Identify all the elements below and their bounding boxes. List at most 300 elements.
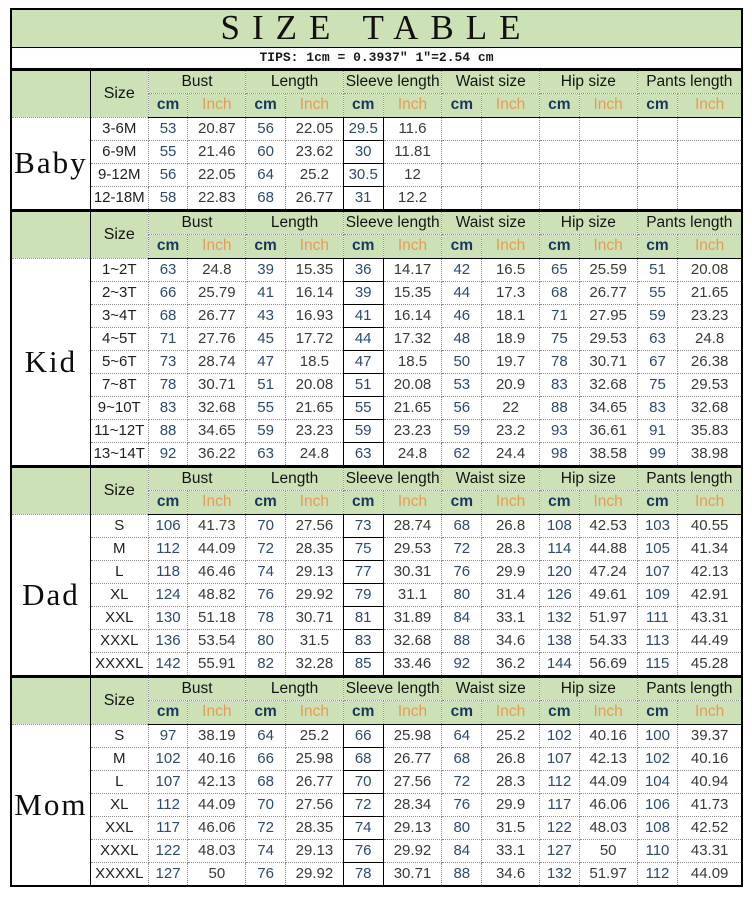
unit-inch-header: Inch (188, 235, 246, 259)
inch-value-cell: 48.82 (188, 584, 246, 607)
cm-value-cell: 124 (148, 584, 188, 607)
inch-value-cell: 44.09 (188, 794, 246, 817)
inch-value-cell: 43.31 (678, 840, 742, 863)
column-group-header: Hip size (540, 70, 638, 94)
unit-cm-header: cm (540, 235, 580, 259)
inch-value-cell: 18.5 (383, 351, 442, 374)
cm-value-cell: 59 (637, 305, 678, 328)
cm-value-cell: 71 (148, 328, 188, 351)
cm-value-cell: 92 (148, 443, 188, 467)
unit-inch-header: Inch (482, 94, 540, 118)
unit-inch-header: Inch (482, 491, 540, 515)
unit-cm-header: cm (540, 94, 580, 118)
inch-value-cell: 16.14 (383, 305, 442, 328)
inch-value-cell: 22.05 (188, 164, 246, 187)
cm-value-cell: 130 (148, 607, 188, 630)
cm-value-cell: 66 (343, 725, 383, 748)
size-cell: S (90, 515, 148, 538)
inch-value-cell: 36.61 (579, 420, 637, 443)
cm-value-cell: 81 (343, 607, 383, 630)
section-header-corner (11, 467, 90, 515)
unit-inch-header: Inch (383, 235, 442, 259)
unit-cm-header: cm (343, 701, 383, 725)
column-group-header: Bust (148, 467, 246, 491)
cm-value-cell: 68 (343, 748, 383, 771)
cm-value-cell: 122 (148, 840, 188, 863)
inch-value-cell: 31.4 (482, 584, 540, 607)
tips-text: TIPS: 1cm = 0.3937″ 1″=2.54 cm (11, 48, 742, 70)
unit-cm-header: cm (637, 491, 678, 515)
cm-value-cell: 80 (442, 817, 482, 840)
inch-value-cell: 42.13 (678, 561, 742, 584)
cm-value-cell: 126 (540, 584, 580, 607)
table-row (11, 351, 742, 374)
inch-value-cell: 15.35 (383, 282, 442, 305)
cm-value-cell: 100 (637, 725, 678, 748)
cm-value-cell: 127 (148, 863, 188, 887)
cm-value-cell: 78 (148, 374, 188, 397)
cm-value-cell: 70 (343, 771, 383, 794)
inch-value-cell (678, 141, 742, 164)
cm-value-cell: 39 (343, 282, 383, 305)
inch-value-cell: 20.08 (678, 259, 742, 282)
inch-value-cell: 31.5 (482, 817, 540, 840)
inch-value-cell: 50 (579, 840, 637, 863)
inch-value-cell: 54.33 (579, 630, 637, 653)
column-group-header: Bust (148, 70, 246, 94)
inch-value-cell: 26.77 (383, 748, 442, 771)
inch-value-cell: 38.98 (678, 443, 742, 467)
size-cell: M (90, 748, 148, 771)
inch-value-cell: 28.3 (482, 538, 540, 561)
inch-value-cell: 22 (482, 397, 540, 420)
cm-value-cell: 44 (442, 282, 482, 305)
inch-value-cell: 46.06 (188, 817, 246, 840)
unit-cm-header: cm (442, 94, 482, 118)
cm-value-cell: 76 (343, 840, 383, 863)
cm-value-cell: 83 (540, 374, 580, 397)
cm-value-cell: 84 (442, 607, 482, 630)
inch-value-cell: 50 (188, 863, 246, 887)
cm-value-cell: 117 (148, 817, 188, 840)
unit-inch-header: Inch (188, 491, 246, 515)
cm-value-cell: 83 (343, 630, 383, 653)
cm-value-cell: 55 (246, 397, 286, 420)
cm-value-cell: 142 (148, 653, 188, 677)
inch-value-cell: 26.77 (285, 187, 343, 211)
inch-value-cell: 42.91 (678, 584, 742, 607)
column-group-header: Bust (148, 677, 246, 701)
size-cell: 9~10T (90, 397, 148, 420)
cm-value-cell: 68 (148, 305, 188, 328)
column-group-header: Length (246, 467, 344, 491)
inch-value-cell: 25.2 (285, 164, 343, 187)
cm-value-cell (442, 118, 482, 141)
cm-value-cell: 68 (246, 187, 286, 211)
cm-value-cell: 56 (246, 118, 286, 141)
unit-inch-header: Inch (678, 491, 742, 515)
size-table (10, 8, 743, 887)
unit-cm-header: cm (246, 491, 286, 515)
inch-value-cell: 24.8 (678, 328, 742, 351)
inch-value-cell: 26.77 (285, 771, 343, 794)
inch-value-cell: 35.83 (678, 420, 742, 443)
inch-value-cell: 33.46 (383, 653, 442, 677)
table-row (11, 420, 742, 443)
cm-value-cell: 115 (637, 653, 678, 677)
inch-value-cell: 18.9 (482, 328, 540, 351)
cm-value-cell (637, 118, 678, 141)
size-cell: XXL (90, 607, 148, 630)
cm-value-cell: 82 (246, 653, 286, 677)
cm-value-cell: 72 (442, 538, 482, 561)
inch-value-cell: 27.56 (383, 771, 442, 794)
unit-cm-header: cm (246, 94, 286, 118)
cm-value-cell: 71 (540, 305, 580, 328)
inch-value-cell: 29.53 (579, 328, 637, 351)
cm-value-cell: 88 (540, 397, 580, 420)
inch-value-cell: 46.06 (579, 794, 637, 817)
cm-value-cell: 97 (148, 725, 188, 748)
unit-cm-header: cm (442, 235, 482, 259)
table-row (11, 840, 742, 863)
inch-value-cell: 24.8 (285, 443, 343, 467)
cm-value-cell: 80 (246, 630, 286, 653)
inch-value-cell: 21.65 (285, 397, 343, 420)
inch-value-cell (579, 118, 637, 141)
table-row (11, 259, 742, 282)
size-cell: 1~2T (90, 259, 148, 282)
inch-value-cell: 29.92 (285, 584, 343, 607)
table-row (11, 397, 742, 420)
inch-value-cell: 36.2 (482, 653, 540, 677)
inch-value-cell: 44.09 (188, 538, 246, 561)
cm-value-cell (442, 141, 482, 164)
cm-value-cell: 63 (148, 259, 188, 282)
inch-value-cell: 48.03 (188, 840, 246, 863)
inch-value-cell: 22.05 (285, 118, 343, 141)
inch-value-cell: 29.92 (383, 840, 442, 863)
cm-value-cell: 76 (442, 561, 482, 584)
column-group-header: Hip size (540, 467, 638, 491)
size-cell: S (90, 725, 148, 748)
unit-inch-header: Inch (482, 701, 540, 725)
cm-value-cell: 103 (637, 515, 678, 538)
inch-value-cell: 16.5 (482, 259, 540, 282)
unit-inch-header: Inch (383, 491, 442, 515)
inch-value-cell: 51.97 (579, 863, 637, 887)
inch-value-cell: 15.35 (285, 259, 343, 282)
cm-value-cell: 66 (148, 282, 188, 305)
column-group-header: Length (246, 211, 344, 235)
inch-value-cell: 17.72 (285, 328, 343, 351)
inch-value-cell: 27.76 (188, 328, 246, 351)
unit-inch-header: Inch (579, 94, 637, 118)
inch-value-cell: 17.3 (482, 282, 540, 305)
cm-value-cell: 106 (637, 794, 678, 817)
cm-value-cell: 59 (343, 420, 383, 443)
inch-value-cell: 28.74 (383, 515, 442, 538)
inch-value-cell: 51.97 (579, 607, 637, 630)
unit-inch-header: Inch (579, 491, 637, 515)
cm-value-cell: 74 (343, 817, 383, 840)
unit-inch-header: Inch (188, 94, 246, 118)
cm-value-cell: 51 (343, 374, 383, 397)
size-cell: XXL (90, 817, 148, 840)
cm-value-cell: 53 (442, 374, 482, 397)
cm-value-cell: 30 (343, 141, 383, 164)
cm-value-cell: 92 (442, 653, 482, 677)
inch-value-cell: 20.9 (482, 374, 540, 397)
cm-value-cell: 108 (637, 817, 678, 840)
cm-value-cell (442, 164, 482, 187)
inch-value-cell: 28.35 (285, 817, 343, 840)
cm-value-cell: 78 (246, 607, 286, 630)
cm-value-cell: 75 (637, 374, 678, 397)
unit-cm-header: cm (148, 235, 188, 259)
cm-value-cell: 83 (637, 397, 678, 420)
column-group-header: Pants length (637, 677, 742, 701)
size-column-header: Size (90, 467, 148, 515)
size-cell: L (90, 561, 148, 584)
inch-value-cell (579, 187, 637, 211)
size-cell: 7~8T (90, 374, 148, 397)
unit-inch-header: Inch (285, 235, 343, 259)
cm-value-cell: 127 (540, 840, 580, 863)
size-cell: M (90, 538, 148, 561)
cm-value-cell (442, 187, 482, 211)
inch-value-cell: 11.6 (383, 118, 442, 141)
cm-value-cell: 132 (540, 607, 580, 630)
inch-value-cell (678, 187, 742, 211)
inch-value-cell: 16.14 (285, 282, 343, 305)
inch-value-cell: 32.68 (188, 397, 246, 420)
cm-value-cell: 84 (442, 840, 482, 863)
cm-value-cell (540, 118, 580, 141)
cm-value-cell: 63 (343, 443, 383, 467)
column-group-header: Sleeve length (343, 70, 442, 94)
cm-value-cell: 102 (540, 725, 580, 748)
table-row (11, 771, 742, 794)
size-table-body (11, 9, 742, 886)
cm-value-cell: 75 (540, 328, 580, 351)
inch-value-cell: 40.94 (678, 771, 742, 794)
inch-value-cell: 25.98 (383, 725, 442, 748)
cm-value-cell: 64 (246, 725, 286, 748)
unit-cm-header: cm (148, 491, 188, 515)
cm-value-cell: 102 (637, 748, 678, 771)
inch-value-cell (579, 164, 637, 187)
size-cell: 4~5T (90, 328, 148, 351)
inch-value-cell: 29.92 (285, 863, 343, 887)
column-group-header: Waist size (442, 467, 540, 491)
size-cell: XXXL (90, 630, 148, 653)
unit-inch-header: Inch (285, 491, 343, 515)
size-cell: 11~12T (90, 420, 148, 443)
cm-value-cell: 138 (540, 630, 580, 653)
inch-value-cell (482, 187, 540, 211)
cm-value-cell: 112 (148, 538, 188, 561)
unit-inch-header: Inch (678, 94, 742, 118)
inch-value-cell: 17.32 (383, 328, 442, 351)
inch-value-cell: 49.61 (579, 584, 637, 607)
inch-value-cell: 18.1 (482, 305, 540, 328)
cm-value-cell: 85 (343, 653, 383, 677)
cm-value-cell: 59 (246, 420, 286, 443)
size-column-header: Size (90, 70, 148, 118)
cm-value-cell: 56 (442, 397, 482, 420)
cm-value-cell: 31 (343, 187, 383, 211)
unit-inch-header: Inch (383, 94, 442, 118)
unit-cm-header: cm (637, 235, 678, 259)
unit-inch-header: Inch (678, 701, 742, 725)
inch-value-cell: 32.68 (579, 374, 637, 397)
unit-inch-header: Inch (579, 235, 637, 259)
cm-value-cell: 111 (637, 607, 678, 630)
unit-inch-header: Inch (482, 235, 540, 259)
inch-value-cell: 20.08 (383, 374, 442, 397)
inch-value-cell: 26.8 (482, 748, 540, 771)
inch-value-cell: 28.34 (383, 794, 442, 817)
inch-value-cell: 30.71 (579, 351, 637, 374)
section-label: Dad (11, 515, 90, 677)
cm-value-cell: 51 (246, 374, 286, 397)
cm-value-cell: 102 (148, 748, 188, 771)
table-row (11, 305, 742, 328)
table-row (11, 725, 742, 748)
column-group-header: Pants length (637, 70, 742, 94)
inch-value-cell: 25.79 (188, 282, 246, 305)
cm-value-cell: 88 (148, 420, 188, 443)
inch-value-cell: 25.98 (285, 748, 343, 771)
inch-value-cell: 27.95 (579, 305, 637, 328)
size-column-header: Size (90, 211, 148, 259)
cm-value-cell: 63 (637, 328, 678, 351)
cm-value-cell: 66 (246, 748, 286, 771)
inch-value-cell: 32.68 (383, 630, 442, 653)
unit-cm-header: cm (148, 94, 188, 118)
inch-value-cell: 21.46 (188, 141, 246, 164)
inch-value-cell: 29.9 (482, 561, 540, 584)
cm-value-cell: 41 (343, 305, 383, 328)
inch-value-cell: 34.65 (579, 397, 637, 420)
cm-value-cell: 93 (540, 420, 580, 443)
column-group-header: Pants length (637, 467, 742, 491)
cm-value-cell: 88 (442, 630, 482, 653)
size-cell: XXXXL (90, 653, 148, 677)
unit-inch-header: Inch (678, 235, 742, 259)
cm-value-cell: 30.5 (343, 164, 383, 187)
cm-value-cell: 29.5 (343, 118, 383, 141)
cm-value-cell: 46 (442, 305, 482, 328)
table-row (11, 653, 742, 677)
inch-value-cell: 29.53 (383, 538, 442, 561)
cm-value-cell: 107 (637, 561, 678, 584)
inch-value-cell: 11.81 (383, 141, 442, 164)
cm-value-cell: 88 (442, 863, 482, 887)
cm-value-cell: 45 (246, 328, 286, 351)
inch-value-cell: 41.34 (678, 538, 742, 561)
size-cell: XL (90, 584, 148, 607)
inch-value-cell: 23.62 (285, 141, 343, 164)
cm-value-cell: 99 (637, 443, 678, 467)
cm-value-cell: 64 (442, 725, 482, 748)
inch-value-cell: 31.5 (285, 630, 343, 653)
unit-cm-header: cm (343, 235, 383, 259)
cm-value-cell: 51 (637, 259, 678, 282)
cm-value-cell (637, 187, 678, 211)
column-group-header: Waist size (442, 211, 540, 235)
inch-value-cell: 14.17 (383, 259, 442, 282)
cm-value-cell: 106 (148, 515, 188, 538)
inch-value-cell: 25.59 (579, 259, 637, 282)
cm-value-cell: 78 (540, 351, 580, 374)
title-row (11, 9, 742, 48)
section-label: Kid (11, 259, 90, 467)
cm-value-cell: 110 (637, 840, 678, 863)
size-cell: XL (90, 794, 148, 817)
inch-value-cell: 23.2 (482, 420, 540, 443)
inch-value-cell: 25.2 (482, 725, 540, 748)
inch-value-cell: 33.1 (482, 607, 540, 630)
cm-value-cell: 60 (246, 141, 286, 164)
size-cell: 3~4T (90, 305, 148, 328)
inch-value-cell: 16.93 (285, 305, 343, 328)
table-row (11, 561, 742, 584)
column-group-header: Hip size (540, 677, 638, 701)
inch-value-cell: 23.23 (383, 420, 442, 443)
cm-value-cell: 70 (246, 794, 286, 817)
inch-value-cell: 34.65 (188, 420, 246, 443)
section-header-corner (11, 70, 90, 118)
inch-value-cell: 48.03 (579, 817, 637, 840)
table-row (11, 817, 742, 840)
cm-value-cell: 78 (343, 863, 383, 887)
unit-inch-header: Inch (285, 701, 343, 725)
inch-value-cell: 32.68 (678, 397, 742, 420)
section-label: Baby (11, 118, 90, 211)
cm-value-cell: 67 (637, 351, 678, 374)
cm-value-cell: 44 (343, 328, 383, 351)
inch-value-cell: 28.74 (188, 351, 246, 374)
cm-value-cell (637, 141, 678, 164)
table-row (11, 863, 742, 887)
section-header-corner (11, 677, 90, 725)
cm-value-cell: 72 (246, 817, 286, 840)
inch-value-cell: 41.73 (188, 515, 246, 538)
inch-value-cell: 18.5 (285, 351, 343, 374)
cm-value-cell: 122 (540, 817, 580, 840)
cm-value-cell: 43 (246, 305, 286, 328)
unit-inch-header: Inch (579, 701, 637, 725)
cm-value-cell: 76 (246, 584, 286, 607)
inch-value-cell: 30.71 (383, 863, 442, 887)
inch-value-cell: 29.13 (383, 817, 442, 840)
table-row (11, 141, 742, 164)
inch-value-cell: 28.35 (285, 538, 343, 561)
unit-inch-header: Inch (383, 701, 442, 725)
table-row (11, 515, 742, 538)
inch-value-cell: 51.18 (188, 607, 246, 630)
cm-value-cell: 79 (343, 584, 383, 607)
table-row (11, 328, 742, 351)
cm-value-cell: 58 (148, 187, 188, 211)
inch-value-cell: 24.8 (188, 259, 246, 282)
inch-value-cell: 31.1 (383, 584, 442, 607)
cm-value-cell: 72 (343, 794, 383, 817)
cm-value-cell: 72 (442, 771, 482, 794)
cm-value-cell: 62 (442, 443, 482, 467)
